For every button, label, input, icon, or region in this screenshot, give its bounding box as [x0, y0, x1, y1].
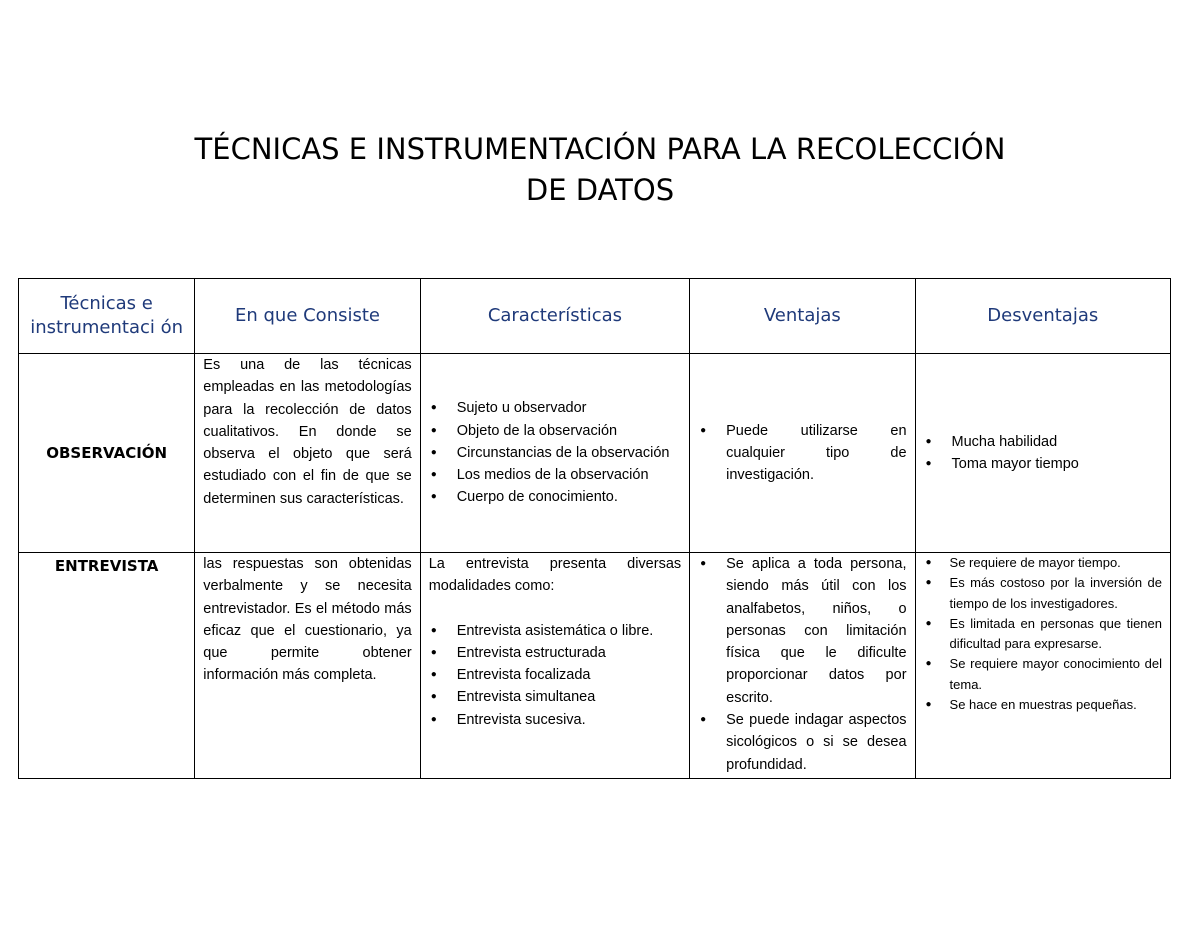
ventajas-list: [690, 553, 914, 776]
page-title: [0, 129, 1200, 211]
list-item: ● Toma mayor tiempo: [924, 453, 1162, 475]
caracteristicas-cell: [420, 553, 689, 779]
caracteristicas-list: [421, 620, 689, 731]
caracteristicas-cell: [420, 354, 689, 553]
page-title-line-2: DE DATOS: [525, 173, 675, 207]
consiste-text: Es una de las técnicas empleadas en las metodologías para la recolección de datos cualitativos. En donde se observa el objeto que será estudiado con el fin de que se determinen sus características.: [203, 357, 412, 507]
list-item: ● Es limitada en personas que tienen dificultad para expresarse.: [924, 614, 1162, 655]
consiste-cell: [195, 553, 420, 779]
header-desventajas: Desventajas: [915, 279, 1170, 354]
list-item: ● Circunstancias de la observación: [429, 442, 681, 464]
ventajas-list: [690, 420, 914, 487]
header-consiste: En que Consiste: [195, 279, 420, 354]
caracteristicas-list: [421, 397, 689, 508]
caracteristicas-intro: La entrevista presenta diversas modalidades como:: [428, 556, 682, 595]
desventajas-list: [916, 431, 1170, 476]
ventajas-cell: [690, 553, 915, 779]
header-caracteristicas: Características: [420, 279, 689, 354]
ventajas-cell: [690, 354, 915, 553]
page-title-line-1: TÉCNICAS E INSTRUMENTACIÓN PARA LA RECOLECCIÓN: [194, 132, 1006, 166]
list-item: ● Puede utilizarse en cualquier tipo de investigación.: [698, 420, 906, 487]
table-header-row: [19, 279, 1171, 354]
desventajas-list: [916, 553, 1170, 715]
list-item: ● Se puede indagar aspectos sicológicos o si se desea profundidad.: [698, 709, 906, 776]
technique-name: OBSERVACIÓN: [19, 354, 195, 553]
techniques-table: [18, 278, 1171, 779]
consiste-cell: [195, 354, 420, 553]
list-item: ● Cuerpo de conocimiento.: [429, 486, 681, 508]
desventajas-cell: [915, 354, 1170, 553]
table-row-observacion: [19, 354, 1171, 553]
list-item: ● Entrevista focalizada: [429, 664, 681, 686]
list-item: ● Es más costoso por la inversión de tiempo de los investigadores.: [924, 573, 1162, 614]
list-item: ● Entrevista estructurada: [429, 642, 681, 664]
header-tecnicas: Técnicas e instrumentaci ón: [19, 279, 195, 354]
list-item: ● Se hace en muestras pequeñas.: [924, 695, 1162, 715]
list-item: ● Se requiere de mayor tiempo.: [924, 553, 1162, 573]
list-item: ● Los medios de la observación: [429, 464, 681, 486]
list-item: ● Se requiere mayor conocimiento del tema.: [924, 654, 1162, 695]
list-item: ● Se aplica a toda persona, siendo más útil con los analfabetos, niños, o personas con limitación física que le dificulte proporcionar datos por escrito.: [698, 553, 906, 709]
desventajas-cell: [915, 553, 1170, 779]
header-ventajas: Ventajas: [690, 279, 915, 354]
list-item: ● Mucha habilidad: [924, 431, 1162, 453]
table-row-entrevista: [19, 553, 1171, 779]
technique-name: ENTREVISTA: [19, 553, 195, 779]
list-item: ● Objeto de la observación: [429, 420, 681, 442]
list-item: ● Sujeto u observador: [429, 397, 681, 419]
list-item: ● Entrevista sucesiva.: [429, 709, 681, 731]
list-item: ● Entrevista simultanea: [429, 686, 681, 708]
consiste-text: las respuestas son obtenidas verbalmente y se necesita entrevistador. Es el método más eficaz que el cuestionario, ya que permite obtener información más completa.: [203, 556, 412, 684]
list-item: ● Entrevista asistemática o libre.: [429, 620, 681, 642]
